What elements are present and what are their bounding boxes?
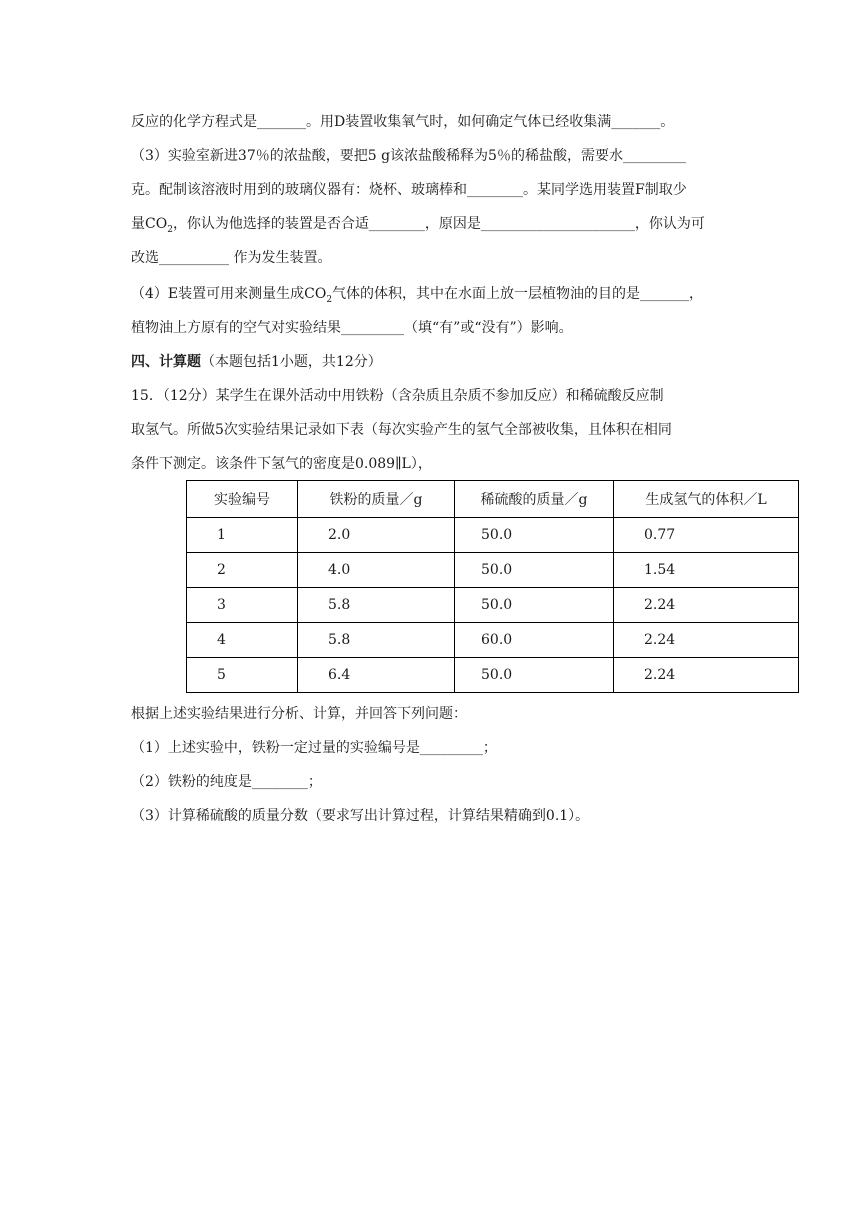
table-header-row <box>187 481 799 518</box>
answer-line: （3）计算稀硫酸的质量分数（要求写出计算过程，计算结果精确到0.1）。 <box>131 808 590 824</box>
subscript: 2 <box>326 294 333 305</box>
answer-line: （2）铁粉的纯度是________； <box>131 774 322 790</box>
subscript: 2 <box>167 224 173 235</box>
answer-line: （1）上述实验中，铁粉一定过量的实验编号是_________； <box>131 740 497 756</box>
table-row <box>187 623 799 658</box>
table-cell: 2.24 <box>614 658 799 693</box>
table-cell: 1.54 <box>614 553 799 588</box>
text-line <box>131 214 705 240</box>
table-cell: 50.0 <box>455 588 614 623</box>
text-line: 根据上述实验结果进行分析、计算，并回答下列问题： <box>131 706 467 722</box>
table-cell: 60.0 <box>455 623 614 658</box>
table-header-cell: 生成氢气的体积／L <box>614 481 799 518</box>
text-line: 反应的化学方程式是_______。用D装置收集氧气时，如何确定气体已经收集满_______。 <box>131 114 675 130</box>
question-text: 取氢气。所做5次实验结果记录如下表（每次实验产生的氢气全部被收集，且体积在相同 <box>131 422 672 438</box>
table-row <box>187 518 799 553</box>
section-heading <box>131 352 382 372</box>
table-cell: 50.0 <box>455 518 614 553</box>
text-line <box>131 284 703 310</box>
table-header-cell: 铁粉的质量／g <box>298 481 455 518</box>
table-header-cell: 实验编号 <box>187 481 298 518</box>
text-line: 改选__________ 作为发生装置。 <box>131 250 332 266</box>
table-cell: 50.0 <box>455 553 614 588</box>
section-title: 四、计算题 <box>131 354 201 370</box>
table-cell: 5.8 <box>298 588 455 623</box>
table-cell: 6.4 <box>298 658 455 693</box>
results-table <box>186 480 799 693</box>
table-cell: 2 <box>187 553 298 588</box>
table-row <box>187 588 799 623</box>
table-cell: 2.24 <box>614 623 799 658</box>
table-row <box>187 553 799 588</box>
table-cell: 2.0 <box>298 518 455 553</box>
text-fragment: ，你认为他选择的装置是否合适________，原因是______________________，你认为可 <box>172 216 705 232</box>
text-line: （3）实验室新进37％的浓盐酸，要把5 g该浓盐酸稀释为5％的稀盐酸，需要水_________ <box>131 148 686 164</box>
table-cell: 0.77 <box>614 518 799 553</box>
text-line: 克。配制该溶液时用到的玻璃仪器有：烧杯、玻璃棒和________。某同学选用装置F制取少 <box>131 182 687 198</box>
table-cell: 4 <box>187 623 298 658</box>
table-cell: 5 <box>187 658 298 693</box>
table-cell: 5.8 <box>298 623 455 658</box>
table-cell: 2.24 <box>614 588 799 623</box>
table-cell: 4.0 <box>298 553 455 588</box>
table-cell: 1 <box>187 518 298 553</box>
table-header-cell: 稀硫酸的质量／g <box>455 481 614 518</box>
table-cell: 3 <box>187 588 298 623</box>
table-row <box>187 658 799 693</box>
table-cell: 50.0 <box>455 658 614 693</box>
question-text: 条件下测定。该条件下氢气的密度是0.089∥L）， <box>131 456 432 472</box>
text-fragment: 量CO <box>131 216 168 232</box>
question-text: 15．（12分）某学生在课外活动中用铁粉（含杂质且杂质不参加反应）和稀硫酸反应制 <box>131 388 664 404</box>
text-fragment: （4）E装置可用来测量生成CO <box>131 286 327 302</box>
text-line: 植物油上方原有的空气对实验结果_________（填“有”或“没有”）影响。 <box>131 320 573 336</box>
text-fragment: 气体的体积，其中在水面上放一层植物油的目的是_______， <box>332 286 704 302</box>
section-note: （本题包括1小题，共12分） <box>201 354 382 370</box>
